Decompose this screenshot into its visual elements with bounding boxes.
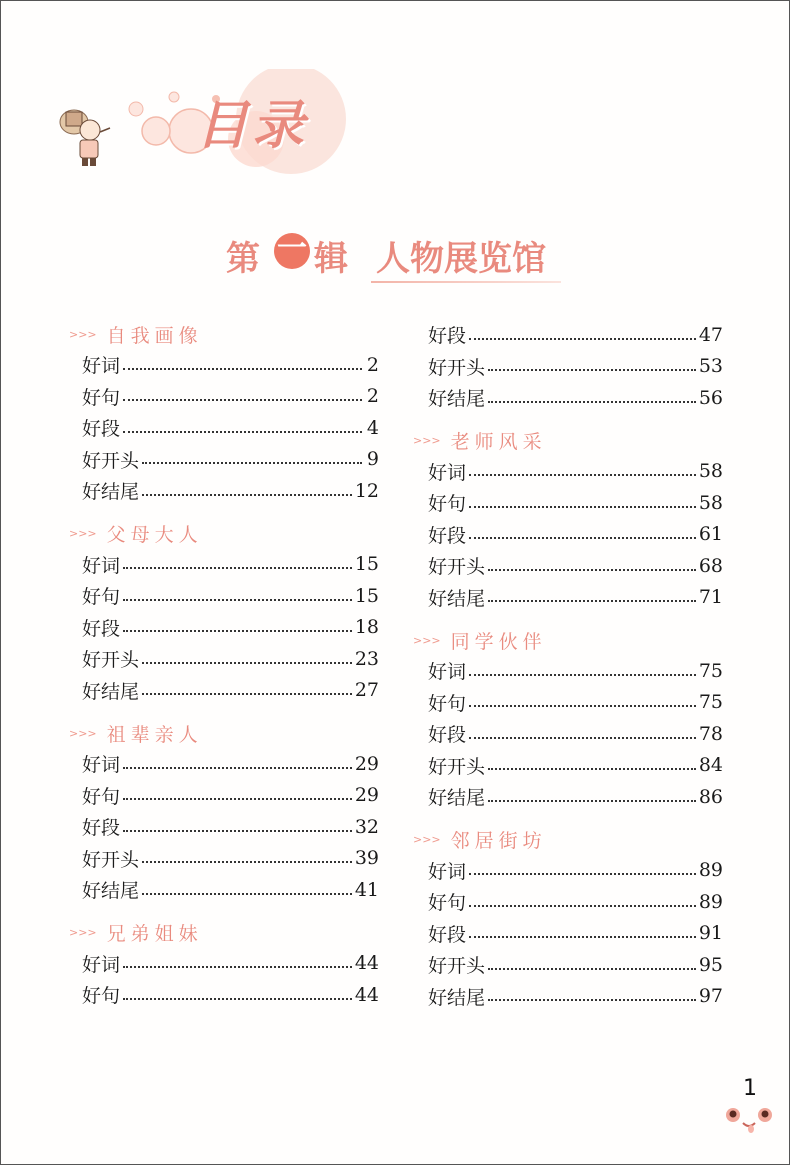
- title-banner: [56, 69, 376, 179]
- section-heading: [226, 231, 566, 291]
- section-prefix: 第: [226, 239, 260, 279]
- toc-entry-page: 32: [354, 815, 379, 838]
- toc-entry-page: 61: [698, 523, 723, 546]
- toc-category-heading[interactable]: [413, 825, 723, 855]
- toc-entry-page: 2: [366, 353, 379, 376]
- toc-entry[interactable]: [69, 412, 379, 444]
- toc-entry-label: 好词: [82, 754, 121, 777]
- page-title: 目录: [196, 96, 309, 156]
- toc-entry-label: 好结尾: [428, 587, 486, 610]
- dot-leader: [469, 338, 696, 340]
- toc-entry-page: 95: [698, 953, 723, 976]
- dot-leader: [488, 401, 696, 403]
- toc-category-label: 自我画像: [106, 324, 203, 347]
- triple-chevron-icon: >>>: [69, 926, 97, 939]
- toc-entry-label: 好结尾: [82, 481, 140, 504]
- toc-entry-label: 好结尾: [428, 787, 486, 810]
- toc-entry[interactable]: [413, 319, 723, 351]
- toc-entry-page: 29: [354, 784, 379, 807]
- toc-entry-page: 4: [366, 416, 379, 439]
- toc-entry[interactable]: [69, 444, 379, 476]
- dot-leader: [488, 768, 696, 770]
- toc-entry-page: 97: [698, 985, 723, 1008]
- dot-leader: [488, 600, 696, 602]
- toc-entry-page: 44: [354, 952, 379, 975]
- dot-leader: [488, 369, 696, 371]
- toc-entry-label: 好结尾: [82, 680, 140, 703]
- toc-entry-label: 好段: [82, 418, 121, 441]
- toc-entry[interactable]: [69, 475, 379, 507]
- toc-category-label: 老师风采: [450, 431, 547, 453]
- toc-entry-page: 86: [698, 785, 723, 808]
- toc-entry-page: 41: [354, 878, 379, 901]
- toc-category-heading[interactable]: [69, 319, 379, 349]
- triple-chevron-icon: >>>: [69, 327, 97, 341]
- toc-entry-page: 58: [698, 460, 723, 483]
- toc-entry-label: 好词: [428, 661, 467, 684]
- dot-leader: [469, 537, 696, 539]
- toc-entry-label: 好开头: [428, 955, 486, 978]
- toc-entry[interactable]: [413, 550, 723, 582]
- toc-entry-label: 好词: [428, 461, 467, 484]
- child-blowing-bubbles-icon: [58, 104, 118, 169]
- dot-leader: [123, 767, 352, 769]
- toc-entry-page: 68: [698, 554, 723, 577]
- toc-entry[interactable]: [413, 918, 723, 950]
- toc-category-label: 邻居街坊: [450, 830, 547, 852]
- toc-entry-page: 91: [698, 922, 723, 945]
- toc-entry-page: 89: [698, 890, 723, 913]
- section-number-badge: 一: [274, 233, 310, 269]
- toc-entry[interactable]: [413, 382, 723, 414]
- section-name: 人物展览馆: [376, 239, 546, 279]
- toc-entry-page: 75: [698, 659, 723, 682]
- toc-entry-page: 89: [698, 859, 723, 882]
- toc-entry-label: 好句: [82, 586, 121, 609]
- toc-entry[interactable]: [69, 948, 379, 980]
- toc-category-heading[interactable]: [69, 519, 379, 549]
- toc-entry-page: 12: [354, 479, 379, 502]
- toc-entry-label: 好段: [82, 817, 121, 840]
- toc-entry-label: 好开头: [82, 449, 140, 472]
- toc-entry-page: 2: [366, 385, 379, 408]
- toc-entry[interactable]: [413, 718, 723, 750]
- toc-entry[interactable]: [413, 487, 723, 519]
- toc-entry-label: 好段: [428, 325, 467, 348]
- dot-leader: [123, 431, 362, 433]
- dot-leader: [142, 662, 352, 664]
- triple-chevron-icon: >>>: [413, 633, 441, 647]
- dot-leader: [469, 737, 696, 739]
- toc-entry-page: 84: [698, 754, 723, 777]
- toc-entry-page: 27: [354, 679, 379, 702]
- toc-entry[interactable]: [413, 855, 723, 887]
- toc-entry[interactable]: [413, 886, 723, 918]
- toc-entry[interactable]: [69, 811, 379, 843]
- triple-chevron-icon: >>>: [413, 434, 441, 447]
- toc-entry-label: 好词: [82, 355, 121, 378]
- dot-leader: [488, 968, 696, 970]
- triple-chevron-icon: >>>: [69, 527, 97, 540]
- toc-category-label: 祖辈亲人: [106, 723, 203, 746]
- dot-leader: [123, 368, 362, 370]
- toc-entry-label: 好句: [428, 692, 467, 715]
- toc-entry-page: 39: [354, 847, 379, 870]
- toc-entry-label: 好段: [428, 923, 467, 946]
- dot-leader: [142, 893, 352, 895]
- toc-entry-label: 好句: [82, 985, 121, 1008]
- toc-entry[interactable]: [413, 981, 723, 1013]
- dot-leader: [123, 798, 352, 800]
- dot-leader: [142, 462, 362, 464]
- dot-leader: [142, 693, 352, 695]
- toc-entry-label: 好开头: [428, 755, 486, 778]
- toc-entry[interactable]: [69, 643, 379, 675]
- toc-entry-label: 好结尾: [82, 880, 140, 903]
- toc-entry[interactable]: [413, 750, 723, 782]
- dot-leader: [123, 830, 352, 832]
- toc-entry[interactable]: [413, 351, 723, 383]
- toc-entry[interactable]: [69, 612, 379, 644]
- toc-entry[interactable]: [413, 781, 723, 813]
- toc-entry-label: 好开头: [82, 848, 140, 871]
- dot-leader: [123, 567, 352, 569]
- dot-leader: [469, 506, 696, 508]
- toc-category-heading[interactable]: [413, 625, 723, 655]
- toc-entry-page: 56: [698, 386, 723, 409]
- toc-category-heading[interactable]: [413, 426, 723, 456]
- toc-entry-label: 好开头: [428, 556, 486, 579]
- toc-entry-page: 53: [698, 355, 723, 378]
- toc-entry[interactable]: [413, 687, 723, 719]
- dot-leader: [123, 399, 362, 401]
- toc-entry-page: 71: [698, 586, 723, 609]
- toc-category-heading[interactable]: [69, 918, 379, 948]
- smiley-face-icon: [723, 1103, 775, 1137]
- dot-leader: [488, 569, 696, 571]
- toc-entry[interactable]: [69, 780, 379, 812]
- toc-entry[interactable]: [69, 874, 379, 906]
- toc-entry-page: 58: [698, 491, 723, 514]
- toc-column-left: [69, 319, 379, 1011]
- page-number: 1: [743, 1076, 757, 1101]
- toc-entry[interactable]: [69, 979, 379, 1011]
- toc-category-label: 同学伙伴: [450, 630, 547, 653]
- toc-entry[interactable]: [413, 519, 723, 551]
- toc-entry[interactable]: [69, 349, 379, 381]
- dot-leader: [469, 474, 696, 476]
- toc-entry-page: 18: [354, 616, 379, 639]
- toc-column-right: [413, 319, 723, 1012]
- toc-category-label: 兄弟姐妹: [106, 923, 203, 945]
- toc-entry-label: 好段: [428, 724, 467, 747]
- dot-leader: [142, 494, 352, 496]
- dot-leader: [488, 800, 696, 802]
- dot-leader: [488, 999, 696, 1001]
- toc-entry[interactable]: [69, 381, 379, 413]
- toc-entry-page: 75: [698, 691, 723, 714]
- toc-entry-page: 15: [354, 584, 379, 607]
- toc-entry-label: 好开头: [82, 649, 140, 672]
- toc-entry-page: 78: [698, 722, 723, 745]
- dot-leader: [123, 599, 352, 601]
- dot-leader: [142, 861, 352, 863]
- toc-entry[interactable]: [413, 582, 723, 614]
- dot-leader: [469, 674, 696, 676]
- triple-chevron-icon: >>>: [413, 833, 441, 846]
- toc-entry-label: 好结尾: [428, 388, 486, 411]
- toc-entry[interactable]: [69, 843, 379, 875]
- toc-entry-label: 好结尾: [428, 986, 486, 1009]
- toc-entry-label: 好句: [82, 386, 121, 409]
- toc-entry[interactable]: [69, 549, 379, 581]
- section-underline: [371, 281, 561, 283]
- toc-entry-page: 47: [698, 323, 723, 346]
- toc-entry-page: 29: [354, 752, 379, 775]
- dot-leader: [123, 998, 352, 1000]
- section-suffix: 辑: [314, 239, 348, 279]
- toc-entry-page: 44: [354, 983, 379, 1006]
- dot-leader: [469, 873, 696, 875]
- toc-entry-label: 好段: [82, 617, 121, 640]
- toc-entry[interactable]: [69, 675, 379, 707]
- toc-entry[interactable]: [69, 748, 379, 780]
- triple-chevron-icon: >>>: [69, 726, 97, 740]
- toc-entry-label: 好段: [428, 524, 467, 547]
- toc-category-heading[interactable]: [69, 718, 379, 748]
- dot-leader: [123, 630, 352, 632]
- toc-entry-page: 9: [366, 448, 379, 471]
- toc-entry-label: 好词: [82, 554, 121, 577]
- dot-leader: [469, 905, 696, 907]
- toc-entry-label: 好句: [82, 785, 121, 808]
- toc-entry[interactable]: [413, 456, 723, 488]
- toc-entry-label: 好句: [428, 493, 467, 516]
- toc-entry[interactable]: [413, 655, 723, 687]
- toc-entry-page: 23: [354, 647, 379, 670]
- toc-entry-label: 好词: [428, 860, 467, 883]
- toc-entry-label: 好开头: [428, 356, 486, 379]
- dot-leader: [469, 936, 696, 938]
- dot-leader: [123, 966, 352, 968]
- toc-entry[interactable]: [413, 949, 723, 981]
- dot-leader: [469, 705, 696, 707]
- toc-entry-page: 15: [354, 553, 379, 576]
- toc-entry-label: 好词: [82, 953, 121, 976]
- toc-category-label: 父母大人: [106, 524, 203, 546]
- toc-entry[interactable]: [69, 580, 379, 612]
- toc-entry-label: 好句: [428, 892, 467, 915]
